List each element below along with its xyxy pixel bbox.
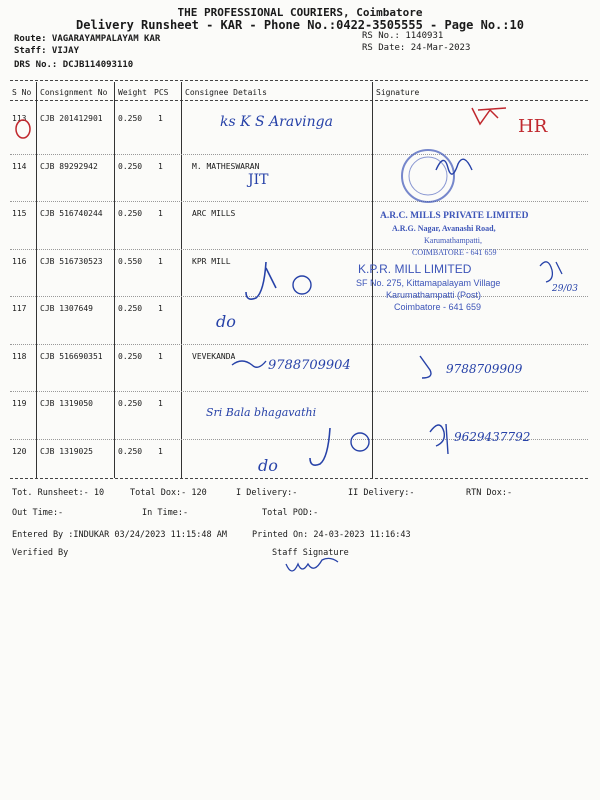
cell-consignee: KPR MILL (192, 257, 231, 266)
column-header: Signature (376, 88, 420, 97)
scribble-signature (232, 361, 266, 367)
cell-sno: 120 (12, 447, 27, 456)
j-signature (310, 428, 330, 465)
total-dox: Total Dox:- 120 (130, 488, 207, 498)
rs-date: RS Date: 24-Mar-2023 (362, 43, 471, 53)
stamp-address: A.R.G. Nagar, Avanashi Road, (392, 224, 496, 233)
cell-pcs: 1 (158, 304, 163, 313)
cell-pcs: 1 (158, 209, 163, 218)
cell-weight: 0.250 (118, 352, 143, 361)
handwritten-receiver: do (258, 456, 278, 475)
out-time: Out Time:- (12, 508, 64, 518)
entered-by: Entered By :INDUKAR 03/24/2023 11:15:48 AM (12, 530, 227, 540)
handwritten-signature: HR (518, 116, 548, 137)
cell-consignment: CJB 1319050 (40, 399, 93, 408)
staff-signature-label: Staff Signature (272, 548, 349, 558)
handwritten-date: 29/03 (552, 284, 578, 294)
handwritten-receiver: JIT (248, 172, 269, 188)
cell-consignment: CJB 516730523 (40, 257, 103, 266)
scribble-signature (540, 262, 562, 282)
drs-number: DRS No.: DCJB114093110 (14, 60, 134, 70)
red-circle-mark (16, 120, 30, 138)
cell-sno: 113 (12, 114, 27, 123)
stamp-address: Karumathampatti, (424, 236, 482, 245)
cell-sno: 118 (12, 352, 27, 361)
red-scribble (472, 108, 506, 124)
cell-consignee: M. MATHESWARAN (192, 162, 260, 171)
in-time: In Time:- (142, 508, 189, 518)
handwritten-phone: 9788709909 (446, 362, 523, 376)
handwritten-receiver: do (216, 312, 236, 331)
tot-runsheet: Tot. Runsheet:- 10 (12, 488, 105, 498)
scribble-signature (436, 159, 472, 174)
cell-pcs: 1 (158, 399, 163, 408)
cell-consignment: CJB 516740244 (40, 209, 103, 218)
cell-weight: 0.250 (118, 304, 143, 313)
column-header: Weight (118, 88, 147, 97)
page-title: THE PROFESSIONAL COURIERS, Coimbatore (177, 6, 423, 19)
j-signature (246, 262, 276, 299)
stamp-address: Coimbatore - 641 659 (394, 302, 482, 312)
cell-sno: 114 (12, 162, 27, 171)
handwritten-phone: 9788709904 (268, 358, 351, 373)
cell-pcs: 1 (158, 257, 163, 266)
printed-on: Printed On: 24-03-2023 11:16:43 (252, 530, 411, 540)
handwritten-receiver: Sri Bala bhagavathi (206, 406, 317, 419)
circled-mark (351, 433, 369, 451)
cell-sno: 116 (12, 257, 27, 266)
cell-pcs: 1 (158, 114, 163, 123)
round-seal (402, 150, 454, 202)
cell-pcs: 1 (158, 352, 163, 361)
cell-weight: 0.250 (118, 114, 143, 123)
cell-weight: 0.250 (118, 447, 143, 456)
total-pod: Total POD:- (262, 508, 319, 518)
cell-weight: 0.250 (118, 399, 143, 408)
cell-sno: 119 (12, 399, 27, 408)
cell-consignee: ARC MILLS (192, 209, 236, 218)
cell-weight: 0.250 (118, 209, 143, 218)
round-seal-inner (409, 157, 447, 195)
cell-consignment: CJB 516690351 (40, 352, 103, 361)
circled-mark (293, 276, 311, 294)
ii-delivery: II Delivery:- (348, 488, 415, 498)
handwritten-phone: 9629437792 (454, 430, 531, 444)
cell-consignment: CJB 1319025 (40, 447, 93, 456)
cell-consignment: CJB 1307649 (40, 304, 93, 313)
page-subtitle: Delivery Runsheet - KAR - Phone No.:0422-3505555 - Page No.:10 (76, 18, 524, 32)
column-header: Consignee Details (185, 88, 267, 97)
scribble-signature (420, 356, 431, 378)
stamp-address: COIMBATORE - 641 659 (412, 248, 497, 257)
cell-pcs: 1 (158, 162, 163, 171)
staff: Staff: VIJAY (14, 46, 80, 56)
cell-pcs: 1 (158, 447, 163, 456)
cell-sno: 117 (12, 304, 27, 313)
cell-weight: 0.250 (118, 162, 143, 171)
route: Route: VAGARAYAMPALAYAM KAR (14, 34, 161, 44)
i-delivery: I Delivery:- (236, 488, 298, 498)
stamp-company: A.R.C. MILLS PRIVATE LIMITED (380, 211, 529, 221)
column-header: S No (12, 88, 32, 97)
rs-number: RS No.: 1140931 (362, 31, 444, 41)
verified-by: Verified By (12, 548, 69, 558)
handwritten-receiver: ks K S Aravinga (220, 114, 333, 130)
cell-consignment: CJB 201412901 (40, 114, 103, 123)
column-header: PCS (154, 88, 169, 97)
cell-weight: 0.550 (118, 257, 143, 266)
scribble-signature (430, 424, 448, 454)
rtn-dox: RTN Dox:- (466, 488, 513, 498)
stamp-address: SF No. 275, Kittamapalayam Village (356, 278, 501, 288)
cell-consignee: VEVEKANDA (192, 352, 236, 361)
stamp-company: K.P.R. MILL LIMITED (358, 262, 472, 276)
cell-consignment: CJB 89292942 (40, 162, 98, 171)
column-header: Consignment No (40, 88, 108, 97)
stamp-address: Karumathampatti (Post) (386, 290, 482, 300)
cell-sno: 115 (12, 209, 27, 218)
